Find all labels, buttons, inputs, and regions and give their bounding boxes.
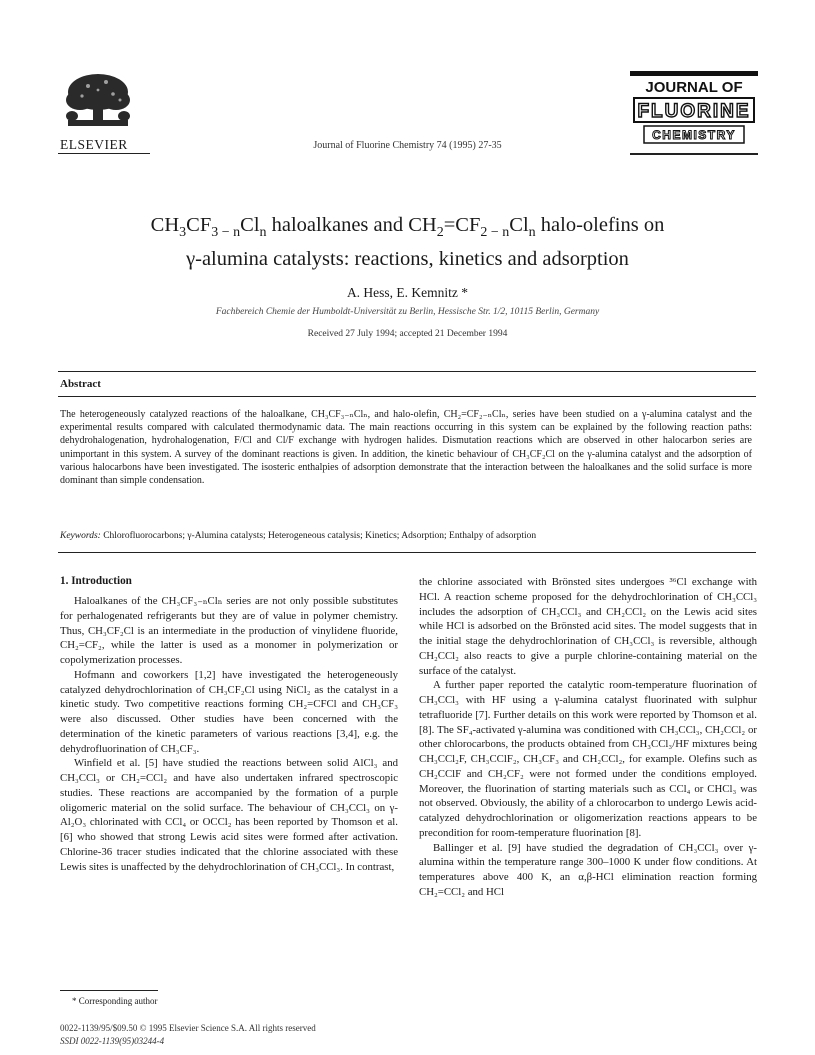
publisher-name: ELSEVIER [60, 137, 128, 152]
paragraph: Ballinger et al. [9] have studied the degradation of CH₃CCl₃ over γ-alumina within the temperature range 300–1000 K under flow conditions. At temperatures above 400 K, an α,β-HCl elimination reaction forming CH₂=CCl₂ and HCl [419, 841, 757, 898]
left-column [60, 594, 398, 874]
section-heading: 1. Introduction [60, 575, 132, 587]
keywords-rule [58, 552, 756, 553]
journal-logo [630, 71, 758, 147]
paragraph: Hofmann and coworkers [1,2] have investigated the heterogeneously catalyzed dehydrochlorination of CH₃CF₂Cl using NiCl₂ as the catalyst in a kinetic study. Two competitive reactions forming CH₂=CFCl and CH₃CF₃ were also discussed. Other studies have been concerned with the determination of the kinetic parameters of various reactions [3,4], e.g. the dehydrofluorination of CH₃CF₃. [60, 668, 398, 755]
paragraph: Winfield et al. [5] have studied the reactions between solid AlCl₃ and CH₃CCl₃ or CH₂=CCl₂ and have also undertaken infrared spectroscopic studies. These reactions are accompanied by the formation of a purple oligomeric material on the solid surface. The behaviour of CH₃CCl₃ on γ-Al₂O₃ chlorinated with CCl₄ or OCCl₂ has been reported by Thomson et al. [6] who showed that strong Lewis acid sites were formed after activation. Chlorine-36 tracer studies indicated that the chlorine associated with these Lewis sites is unaffected by the dehydrochlorination of CH₃CCl₃. In contrast, [60, 757, 398, 873]
journal-reference: Journal of Fluorine Chemistry 74 (1995) 27-35 [313, 140, 502, 151]
keywords-text: Chlorofluorocarbons; γ-Alumina catalysts; Heterogeneous catalysis; Kinetics; Adsorption; Enthalpy of adsorption [100, 531, 537, 541]
header-rule-right [630, 153, 758, 155]
keywords-label: Keywords: [60, 531, 101, 541]
paragraph: A further paper reported the catalytic room-temperature fluorination of CH₃CCl₃ with HF using a γ-alumina catalyst fluorinated with sulphur tetrafluoride [7]. Further details on this work were reported by Thomson et al. [8]. The SF₄-activated γ-alumina was conditioned with CH₃CCl₃, CH₂CCl₂ or other chlorocarbons, the products obtained from CH₃CCl₃/HF mixtures being CH₃CCl₂F, CH₃CClF₂, CH₃CF₃ and CH₂CCl₂, for example. Olefins such as CH₂CClF and CH₂CF₂ were not formed under the conditions employed. Moreover, the fluorination of starting materials such as CCl₄ or CHCl₃ was not observed. Obviously, the ability of a chlorocarbon to undergo Lewis acid-catalyzed dehydrochlorination or oligomerization reactions appears to be precondition for room-temperature fluorination [8]. [419, 679, 757, 839]
title-line-2: γ-alumina catalysts: reactions, kinetics and adsorption [186, 248, 629, 271]
paragraph: Haloalkanes of the CH₃CF₃₋ₙClₙ series are not only possible substitutes for perhalogenated refrigerants but they are of value in polymer chemistry. Thus, CH₃CF₂Cl is an intermediate in the production of vinylidene fluoride, CH₂=CF₂, while the latter is used as a monomer in polymerization or copolymerization processes. [60, 595, 398, 666]
title-line-1: $CH_3CF_{3 - n}Cl_n$ haloalkanes and $CH_2=CF_{2 - n}Cl_n$ halo-olefins on [150, 214, 665, 241]
abstract-text: The heterogeneously catalyzed reactions of the haloalkane, CH₃CF₃₋ₙClₙ, and halo-olefin, CH₂=CF₂₋ₙClₙ, series have been studied on a γ-alumina catalyst and the experimental results compared with calculated thermodynamic data. The main reactions occurring in this system can be explained by the following reaction paths: dehydrohalogenation, hydrohalogenation, F/Cl and Cl/F exchange with hydrogen halides. Dismutation reactions which are observed in other halocarbon series are unimportant in this system. A survey of the dominant reactions is given. In addition, the kinetic behaviour of CH₃CF₂Cl on the γ-alumina catalyst and the adsorption of various halocarbons have been investigated. The isosteric enthalpies of adsorption demonstrate that the interaction between the haloalkanes and the solid surface is more dominant than simple condensation. [60, 409, 752, 487]
journal-logo-line2: FLUORINE [637, 101, 751, 122]
elsevier-tree-logo [58, 70, 138, 132]
keywords [60, 530, 752, 543]
paragraph: the chlorine associated with Brönsted sites undergoes ³⁶Cl exchange with HCl. A reaction scheme proposed for the dehydrochlorination of CH₃CCl₃ includes the adsorption of CH₃CCl₃ and CH₂CCl₂ on the Lewis acid sites while HCl is adsorbed on the Brönsted acid sites. The model suggests that in the initial stage the dehydrochlorination of CH₃CCl₃ is reversible, although CH₂CCl₂ also reacts to give a purple chlorine-containing material on the surface of the catalyst. [419, 576, 757, 677]
issn-line: 0022-1139/95/$09.50 © 1995 Elsevier Science S.A. All rights reserved [60, 1023, 316, 1033]
journal-logo-line3: CHEMISTRY [652, 128, 736, 142]
right-column [419, 575, 757, 900]
abstract-divider [58, 396, 756, 397]
abstract-top-rule [58, 371, 756, 372]
affiliation: Fachbereich Chemie der Humboldt-Universität zu Berlin, Hessische Str. 1/2, 10115 Berlin, Germany [215, 307, 600, 317]
journal-logo-line1: JOURNAL OF [645, 79, 743, 96]
received-dates: Received 27 July 1994; accepted 21 December 1994 [307, 329, 508, 339]
abstract-heading: Abstract [60, 378, 101, 390]
authors: A. Hess, E. Kemnitz * [346, 285, 469, 300]
footnote-rule [60, 990, 158, 991]
article-title [60, 212, 755, 273]
header-rule-left [58, 153, 150, 154]
ssdi-line: SSDI 0022-1139(95)03244-4 [60, 1036, 165, 1046]
footnote: * Corresponding author [72, 996, 158, 1006]
